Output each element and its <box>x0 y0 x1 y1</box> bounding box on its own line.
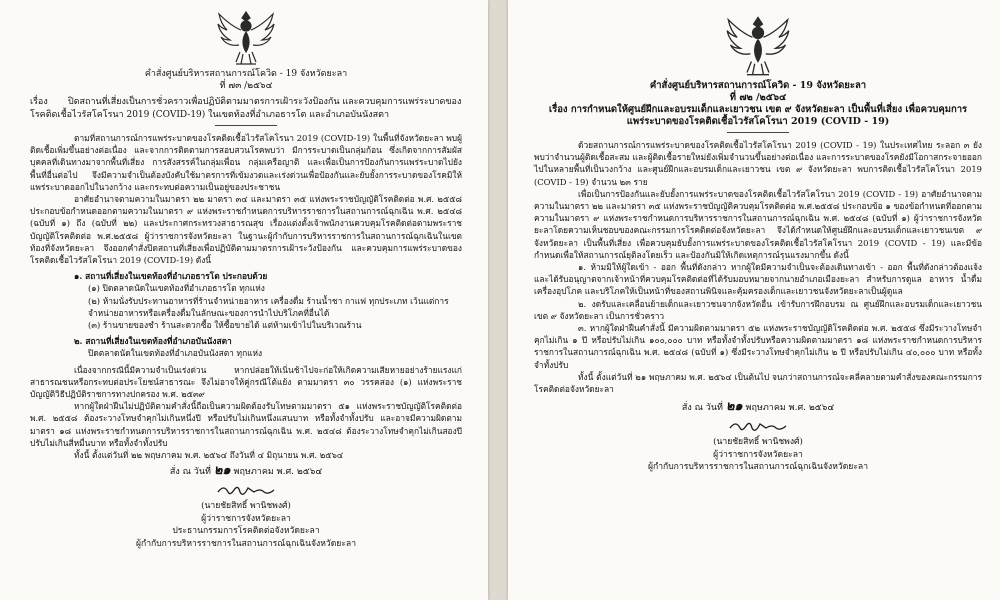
order-org-title: คำสั่งศูนย์บริหารสถานการณ์โควิด - 19 จังหวัดยะลา <box>144 69 348 79</box>
signer-position: ผู้ว่าราชการจังหวัดยะลา <box>713 449 803 460</box>
list-item: ๒. สถานที่เสี่ยงในเขตท้องที่อำเภอบันนังสตา <box>74 336 232 347</box>
order-subject <box>30 96 462 121</box>
divider <box>215 125 277 126</box>
signer-position: ประธานกรรมการโรคติดต่อจังหวัดยะลา <box>172 526 320 537</box>
order-number: ที่ ๗๒ /๒๕๖๔ <box>729 92 787 103</box>
subject-label: เรื่อง <box>548 104 568 115</box>
list-subitem: (๒) ห้ามนั่งรับประทานอาหารที่ร้านจำหน่ายอาหาร เครื่องดื่ม ร้านน้ำชา กาแฟ ทุกประเภท เว้นแต่การจำหน่ายอาหารหรือเครื่องดื่มในลักษณะของการนำไปบริโภคที่อื่นได้ <box>88 295 449 318</box>
handwritten-signature <box>214 482 278 498</box>
list-item: ๑. ห้ามมิให้ผู้ใดเข้า - ออก พื้นที่ดังกล่าว หากผู้ใดมีความจำเป็นจะต้องเดินทางเข้า - ออก พื้นที่ดังกล่าวต้องแจ้ง และได้รับอนุญาตจากเจ้าหน้าที่ควบคุมโรคติดต่อที่ได้รับมอบหมายจากนายอำเภอเมืองยะลา สำหรับการดูแล อาหาร น้ำดื่ม เครื่องอุปโภค และบริโภคให้เป็นหน้าที่ของสถานพินิจและคุ้มครองเด็กและเยาวชนจังหวัดยะลาเป็นผู้ดูแล <box>534 262 982 297</box>
handwritten-day: ๒๑ <box>213 463 231 479</box>
signer-position: ผู้ว่าราชการจังหวัดยะลา <box>201 513 291 524</box>
garuda-emblem-icon <box>725 10 791 80</box>
paragraph: เพื่อเป็นการป้องกันและยับยั้งการแพร่ระบาดของโรคติดเชื้อไวรัสโคโรนา 2019 (COVID - 19) อาศัยอำนาจตามความในมาตรา ๒๒ และมาตรา ๓๕ แห่งพระราชบัญญัติควบคุมโรคติดต่อ พ.ศ.๒๕๕๘ ประกอบข้อ ๑ ของข้อกำหนดที่ออกตามความในมาตรา ๙ แห่งพระราชกำหนดการบริหารราชการในสถานการณ์ฉุกเฉิน พ.ศ. ๒๕๔๘ (ฉบับที่ ๑) ผู้ว่าราชการจังหวัดยะลาโดยความเห็นชอบของคณะกรรมการโรคติดต่อจังหวัดยะลา จึงได้กำหนดให้ศูนย์ฝึกและอบรมเด็กและเยาวชนเขต ๙ จังหวัดยะลา เป็นพื้นที่เสี่ยง เพื่อควบคุมยับยั้งการแพร่ระบาดของโรคติดเชื้อไวรัสโคโรนา 2019 (COVID - 19) และมีข้อกำหนดเพื่อให้สถานการณ์ยุติลงโดยเร็ว และป้องกันมิให้เกิดเหตุการณ์รุนแรงมากขึ้น ดังนี้ <box>534 188 982 260</box>
paragraph: หากผู้ใดฝ่าฝืนไม่ปฏิบัติตามคำสั่งนี้ถือเป็นความผิดต้องรับโทษตามมาตรา ๕๑ แห่งพระราชบัญญัติโรคติดต่อ พ.ศ. ๒๕๕๘ ต้องระวางโทษจำคุกไม่เกินหนึ่งปี หรือปรับไม่เกินหนึ่งแสนบาท หรือทั้งจำทั้งปรับ และอาจมีความผิดตามมาตรา ๑๘ แห่งพระราชกำหนดการบริหารราชการในสถานการณ์ฉุกเฉิน พ.ศ. ๒๕๔๘ ต้องระวางโทษจำคุกไม่เกินสองปี ปรับไม่เกินสี่หมื่นบาท หรือทั้งจำทั้งปรับ <box>30 401 462 448</box>
signature-block <box>534 436 982 474</box>
list-subitem: ปิดตลาดนัดในเขตท้องที่อำเภอบันนังสตา ทุกแห่ง <box>88 348 263 359</box>
subject-label: เรื่อง <box>30 97 48 107</box>
list-subitem: (๓) ร้านขายของชำ ร้านสะดวกซื้อ ให้ซื้อขายได้ แต่ห้ามเข้าไปในบริเวณร้าน <box>88 320 362 331</box>
paragraph: อาศัยอำนาจตามความในมาตรา ๒๒ มาตรา ๓๔ และมาตรา ๓๕ แห่งพระราชบัญญัติโรคติดต่อ พ.ศ. ๒๕๕๘ ประกอบข้อกำหนดออกตามความในมาตรา ๙ แห่งพระราชกำหนดการบริหารราชการในสถานการณ์ฉุกเฉิน พ.ศ. ๒๕๔๘ (ฉบับที่ ๑) ถึง (ฉบับที่ ๒๒) และประกาศกระทรวงสาธารณสุข เรื่องแต่งตั้งเจ้าพนักงานควบคุมโรคติดต่อตามพระราชบัญญัติโรคติดต่อ พ.ศ.๒๕๕๘ ผู้ว่าราชการจังหวัดยะลา ในฐานะผู้กำกับการบริหารราชการในสถานการณ์ฉุกเฉินในเขตท้องที่จังหวัดยะลา จึงออกคำสั่งปิดสถานที่เสี่ยงเพื่อปฏิบัติตามมาตรการเฝ้าระวังป้องกัน และควบคุมการแพร่ระบาดของโรคติดเชื้อไวรัสโคโรนา 2019 (COVID-19) ดังนี้ <box>30 194 462 266</box>
signer-position: ผู้กำกับการบริหารราชการในสถานการณ์ฉุกเฉินจังหวัดยะลา <box>135 538 357 549</box>
list-item: ๓. หากผู้ใดฝ่าฝืนคำสั่งนี้ มีความผิดตามมาตรา ๕๒ แห่งพระราชบัญญัติโรคติดต่อ พ.ศ. ๒๕๕๘ ซึ่งมีระวางโทษจำคุกไม่เกิน ๑ ปี หรือปรับไม่เกิน ๑๐๐,๐๐๐ บาท หรือทั้งจำทั้งปรับหรือความผิดตามมาตรา ๑๘ แห่งพระราชกำหนดการบริหารราชการในสถานการณ์ฉุกเฉิน พ.ศ. ๒๕๔๘ (ฉบับที่ ๑) ซึ่งมีระวางโทษจำคุกไม่เกิน ๒ ปี หรือปรับไม่เกิน ๔๐,๐๐๐ บาท หรือทั้งจำทั้งปรับ <box>534 323 982 370</box>
given-date: สั่ง ณ วันที่ ๒๑ พฤษภาคม พ.ศ. ๒๕๖๔ <box>169 463 323 479</box>
signature-block <box>30 500 462 550</box>
signer-name: (นายชัยสิทธิ์ พานิชพงศ์) <box>713 437 803 448</box>
list-subitem: (๑) ปิดตลาดนัดในเขตท้องที่อำเภอธารโต ทุกแห่ง <box>88 283 265 294</box>
effective-date: ทั้งนี้ ตั้งแต่วันที่ ๒๑ พฤษภาคม พ.ศ. ๒๕๖๔ เป็นต้นไป จนกว่าสถานการณ์จะคลี่คลายตามคำสั่งของคณะกรรมการโรคติดต่อจังหวัดยะลา <box>534 371 982 395</box>
given-date: สั่ง ณ วันที่ ๒๑ พฤษภาคม พ.ศ. ๒๕๖๔ <box>681 399 835 415</box>
left-document-page <box>0 0 488 600</box>
handwritten-day: ๒๑ <box>725 399 743 415</box>
garuda-emblem-icon <box>216 6 276 68</box>
subject-text: การกำหนดให้ศูนย์ฝึกและอบรมเด็กและเยาวชน เขต ๙ จังหวัดยะลา เป็นพื้นที่เสี่ยง เพื่อควบคุมการแพร่ระบาดของโรคติดเชื้อไวรัสโคโรนา 2019 (COVID - 19) <box>570 104 968 127</box>
paragraph: ด้วยสถานการณ์การแพร่ระบาดของโรคติดเชื้อไวรัสโคโรนา 2019 (COVID - 19) ในประเทศไทย ระลอก ๓ ยังพบว่าจำนวนผู้ติดเชื้อสะสม และผู้ติดเชื้อรายใหม่ยังเพิ่มจำนวนขึ้นอย่างต่อเนื่อง และการระบาดของโรคยังมีโอกาสกระจายออกไปในหลายพื้นที่เป็นวงกว้าง และศูนย์ฝึกและอบรมเด็กและเยาวชน เขต ๙ จังหวัดยะลา พบการติดเชื้อไวรัสโคโรนา 2019 (COVID - 19) จำนวน ๒๓ ราย <box>534 140 982 187</box>
effective-date: ทั้งนี้ ตั้งแต่วันที่ ๒๒ พฤษภาคม พ.ศ. ๒๕๖๔ ถึงวันที่ ๔ มิถุนายน พ.ศ. ๒๕๖๔ <box>74 450 344 461</box>
subject-text: ปิดสถานที่เสี่ยงเป็นการชั่วคราวเพื่อปฏิบัติตามมาตรการเฝ้าระวังป้องกัน และควบคุมการแพร่ระบาดของโรคติดเชื้อไวรัสโคโรนา 2019 (COVID-19) ในเขตท้องที่อำเภอธารโต และอำเภอบันนังสตา <box>30 97 462 120</box>
order-org-title: คำสั่งศูนย์บริหารสถานการณ์โควิด - 19 จังหวัดยะลา <box>649 80 867 91</box>
order-number: ที่ ๗๓ /๒๕๖๔ <box>219 81 273 91</box>
paragraph: เนื่องจากกรณีนี้มีความจำเป็นเร่งด่วน หากปล่อยให้เนิ่นช้าไปจะก่อให้เกิดความเสียหายอย่างร้ายแรงแก่สาธารณชนหรือกระทบต่อประโยชน์สาธารณะ จึงไม่อาจให้คู่กรณีโต้แย้ง ตามมาตรา ๓๐ วรรคสอง (๑) แห่งพระราชบัญญัติวิธีปฏิบัติราชการทางปกครอง พ.ศ. ๒๕๓๙ <box>30 364 462 400</box>
divider <box>727 132 789 133</box>
right-document-page <box>508 0 1000 600</box>
signer-name: (นายชัยสิทธิ์ พานิชพงศ์) <box>201 501 291 512</box>
handwritten-signature <box>726 418 790 434</box>
list-item: ๒. งดรับและเคลื่อนย้ายเด็กและเยาวชนจากจังหวัดอื่น เข้ารับการฝึกอบรม ณ ศูนย์ฝึกและอบรมเด็กและเยาวชนเขต ๙ จังหวัดยะลา เป็นการชั่วคราว <box>534 298 982 321</box>
signer-position: ผู้กำกับการบริหารราชการในสถานการณ์ฉุกเฉินจังหวัดยะลา <box>647 462 869 473</box>
list-item: ๑. สถานที่เสี่ยงในเขตท้องที่อำเภอธารโต ประกอบด้วย <box>74 271 268 282</box>
paragraph: ตามที่สถานการณ์การแพร่ระบาดของโรคติดเชื้อไวรัสโคโรนา 2019 (COVID-19) ในพื้นที่จังหวัดยะลา พบผู้ติดเชื้อเพิ่มขึ้นอย่างต่อเนื่อง และจากการติดตามการสอบสวนโรคพบว่า มีการระบาดเป็นกลุ่มก้อน ซึ่งเกิดจากการสัมผัสบุคคลที่เดินทางมาจากพื้นที่เสี่ยง การสังสรรค์ในกลุ่มเพื่อน กลุ่มเครือญาติ และเพื่อเป็นการป้องกันการแพร่ระบาดไปยังพื้นที่อื่นต่อไป จึงมีความจำเป็นต้องบังคับใช้มาตรการที่เข้มงวดและเร่งด่วนเพื่อป้องกันและยับยั้งการระบาดของโรคมิให้แพร่ระบาดออกไปในวงกว้าง และกระทบต่อความเป็นอยู่ของประชาชน <box>30 133 462 192</box>
order-subject <box>534 104 982 128</box>
